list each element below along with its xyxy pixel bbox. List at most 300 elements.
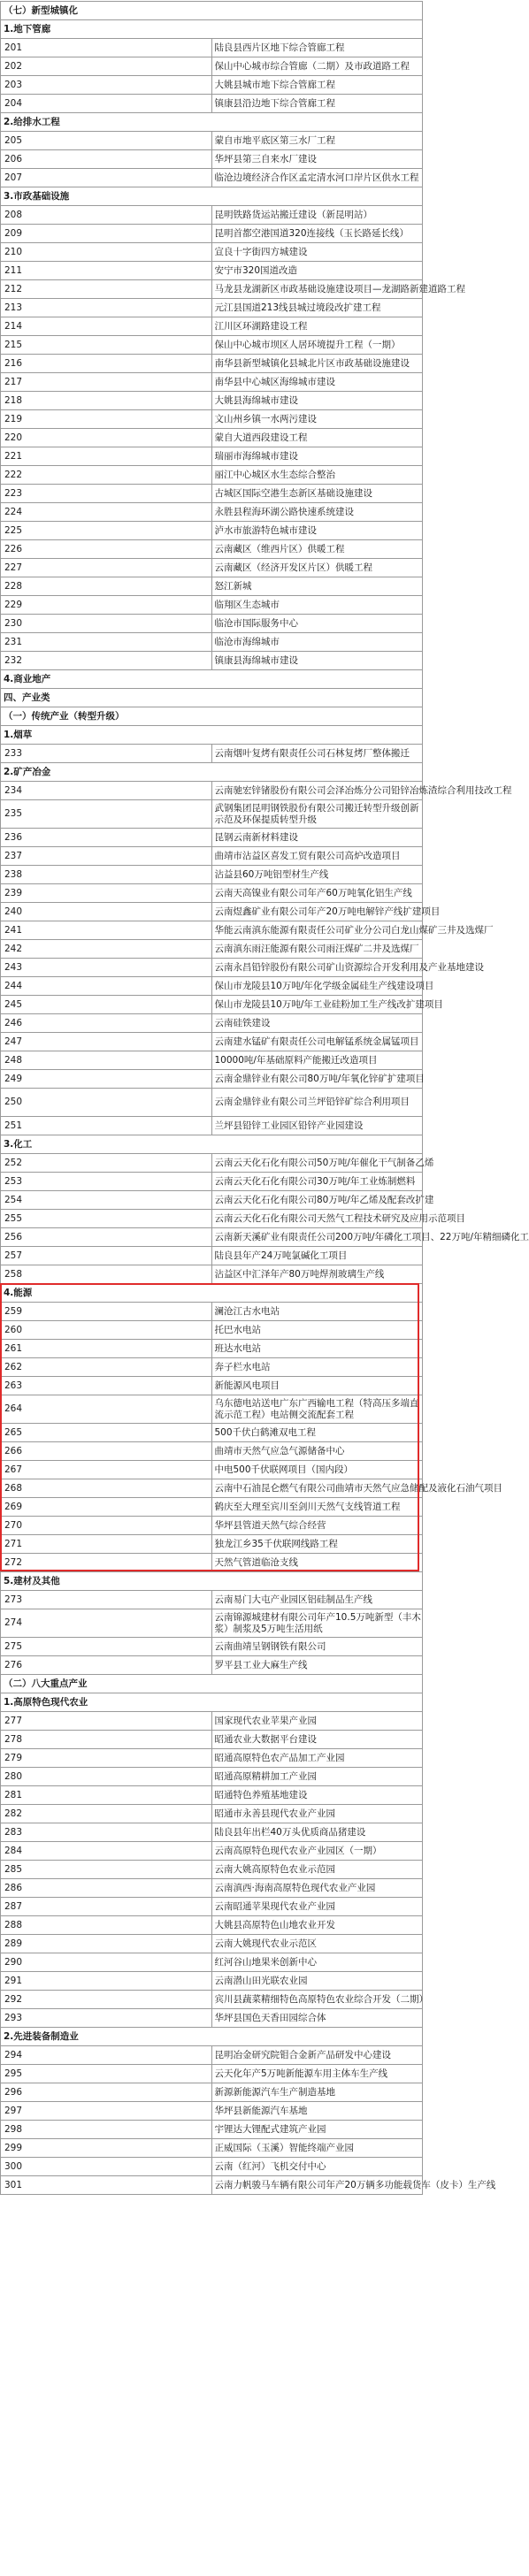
project-name: 云南云天化石化有限公司50万吨/年催化干气制备乙烯 — [211, 1154, 423, 1173]
row-number: 261 — [1, 1340, 212, 1358]
project-name: 10000吨/年基础原料产能搬迁改造项目 — [211, 1051, 423, 1070]
project-name: 古城区国际空港生态新区基础设施建设 — [211, 485, 423, 503]
table-row — [1, 1638, 423, 1656]
table-row — [1, 1591, 423, 1609]
project-name: 陆良县年产24万吨氯碱化工项目 — [211, 1247, 423, 1265]
project-name: 昭通市永善县现代农业产业园 — [211, 1805, 423, 1823]
table-row — [1, 1823, 423, 1842]
row-number: 273 — [1, 1591, 212, 1609]
table-row — [1, 615, 423, 633]
row-number: 249 — [1, 1070, 212, 1089]
row-number: 219 — [1, 410, 212, 429]
project-name: 马龙县龙湖新区市政基础设施建设项目—龙湖路新建道路工程 — [211, 280, 423, 299]
section-header-row — [1, 187, 423, 206]
table-row — [1, 410, 423, 429]
table-row — [1, 800, 423, 829]
project-name: 昆明铁路货运站搬迁建设（新昆明站） — [211, 206, 423, 225]
section-header-row — [1, 1135, 423, 1154]
row-number: 217 — [1, 373, 212, 392]
table-row — [1, 280, 423, 299]
row-number: 297 — [1, 2102, 212, 2121]
row-number: 280 — [1, 1768, 212, 1786]
project-name: 云南云天化石化有限公司80万吨/年乙烯及配套改扩建 — [211, 1191, 423, 1210]
row-number: 251 — [1, 1117, 212, 1135]
row-number: 247 — [1, 1033, 212, 1051]
table-row — [1, 1247, 423, 1265]
row-number: 283 — [1, 1823, 212, 1842]
table-row — [1, 169, 423, 187]
project-name: 宇锂达大锂配式建筑产业园 — [211, 2121, 423, 2139]
project-name: 武钢集团昆明钢铁股份有限公司搬迁转型升级创新示范及环保提质转型升级 — [211, 800, 423, 829]
section-header-row — [1, 113, 423, 132]
project-name: 云南力帆骏马车辆有限公司年产20万辆多功能载货车（皮卡）生产线 — [211, 2176, 423, 2195]
section-header: 1.地下管廊 — [1, 20, 423, 39]
table-row — [1, 1033, 423, 1051]
row-number: 218 — [1, 392, 212, 410]
row-number: 299 — [1, 2139, 212, 2158]
section-header-row — [1, 2, 423, 20]
row-number: 250 — [1, 1089, 212, 1117]
row-number: 282 — [1, 1805, 212, 1823]
section-header-row — [1, 670, 423, 689]
row-number: 205 — [1, 132, 212, 150]
project-name: 兰坪县铅锌工业园区铅锌产业园建设 — [211, 1117, 423, 1135]
section-header-row — [1, 1693, 423, 1712]
project-name: 保山市龙陵县10万吨/年工业硅粉加工生产线改扩建项目 — [211, 996, 423, 1014]
project-name: 宣良十字街四方城建设 — [211, 243, 423, 262]
table-row — [1, 39, 423, 57]
row-number: 288 — [1, 1916, 212, 1935]
row-number: 258 — [1, 1265, 212, 1284]
table-row — [1, 903, 423, 921]
project-name: 丽江中心城区水生态综合整治 — [211, 466, 423, 485]
project-name: 正威国际（玉溪）智能终端产业园 — [211, 2139, 423, 2158]
row-number: 270 — [1, 1517, 212, 1535]
project-name: 华坪县第三自来水厂建设 — [211, 150, 423, 169]
project-name: 南华县中心城区海绵城市建设 — [211, 373, 423, 392]
project-name: 临沧市海绵城市 — [211, 633, 423, 652]
section-header-row — [1, 20, 423, 39]
row-number: 215 — [1, 336, 212, 355]
row-number: 240 — [1, 903, 212, 921]
table-row — [1, 1991, 423, 2009]
project-name: 曲靖市天然气应急气源储备中心 — [211, 1442, 423, 1461]
row-number: 287 — [1, 1898, 212, 1916]
row-number: 239 — [1, 884, 212, 903]
project-name: 云南大姚现代农业示范区 — [211, 1935, 423, 1953]
table-row — [1, 2102, 423, 2121]
section-header: 四、产业类 — [1, 689, 423, 707]
project-name: 中电500千伏联网项目（国内段） — [211, 1461, 423, 1479]
row-number: 277 — [1, 1712, 212, 1731]
table-row — [1, 2046, 423, 2065]
table-row — [1, 1265, 423, 1284]
project-name: 鹤庆至大理至宾川至剑川天然气支线管道工程 — [211, 1498, 423, 1517]
project-name: 云南藏区（维西片区）供暖工程 — [211, 540, 423, 559]
project-name: 云南藏区（经济开发区片区）供暖工程 — [211, 559, 423, 577]
row-number: 296 — [1, 2083, 212, 2102]
table-row — [1, 1191, 423, 1210]
table-row — [1, 1051, 423, 1070]
project-name: 云南天高镍业有限公司年产60万吨氧化铝生产线 — [211, 884, 423, 903]
row-number: 264 — [1, 1395, 212, 1424]
table-row — [1, 2065, 423, 2083]
row-number: 225 — [1, 522, 212, 540]
table-row — [1, 1535, 423, 1554]
project-name: 澜沧江古水电站 — [211, 1303, 423, 1321]
project-name: 云南高原特色现代农业产业园区（一期） — [211, 1842, 423, 1861]
project-name: 云天化年产5万吨新能源车用主体车生产线 — [211, 2065, 423, 2083]
table-row — [1, 1479, 423, 1498]
project-name: 镇康县沿边地下综合管廊工程 — [211, 95, 423, 113]
table-row — [1, 1395, 423, 1424]
row-number: 224 — [1, 503, 212, 522]
row-number: 255 — [1, 1210, 212, 1228]
table-row — [1, 1358, 423, 1377]
project-name: 陆良县西片区地下综合管廊工程 — [211, 39, 423, 57]
project-name: 云南建水锰矿有限责任公司电解锰系统金属锰项目 — [211, 1033, 423, 1051]
project-name: 怒江新城 — [211, 577, 423, 596]
row-number: 289 — [1, 1935, 212, 1953]
row-number: 209 — [1, 225, 212, 243]
section-header: 2.给排水工程 — [1, 113, 423, 132]
table-row — [1, 1517, 423, 1535]
row-number: 279 — [1, 1749, 212, 1768]
row-number: 201 — [1, 39, 212, 57]
row-number: 252 — [1, 1154, 212, 1173]
table-row — [1, 485, 423, 503]
row-number: 276 — [1, 1656, 212, 1675]
table-row — [1, 1303, 423, 1321]
table-row — [1, 373, 423, 392]
project-name: 沾益区中汇泽年产80万吨焊剂玻璃生产线 — [211, 1265, 423, 1284]
row-number: 272 — [1, 1554, 212, 1572]
table-row — [1, 1972, 423, 1991]
table-row — [1, 1321, 423, 1340]
project-name: 保山中心城市综合管廊（二期）及市政道路工程 — [211, 57, 423, 76]
row-number: 213 — [1, 299, 212, 317]
project-name: 昭通农业大数据平台建设 — [211, 1731, 423, 1749]
table-row — [1, 1861, 423, 1879]
row-number: 243 — [1, 959, 212, 977]
project-name: 昭通高原精耕加工产业园 — [211, 1768, 423, 1786]
table-row — [1, 1089, 423, 1117]
section-header-row — [1, 1284, 423, 1303]
row-number: 202 — [1, 57, 212, 76]
row-number: 206 — [1, 150, 212, 169]
table-row — [1, 1953, 423, 1972]
project-name: 临沧市国际服务中心 — [211, 615, 423, 633]
table-row — [1, 940, 423, 959]
table-wrapper — [0, 1, 529, 2195]
row-number: 244 — [1, 977, 212, 996]
project-name: 临翔区生态城市 — [211, 596, 423, 615]
row-number: 268 — [1, 1479, 212, 1498]
section-header-row — [1, 707, 423, 726]
table-row — [1, 540, 423, 559]
table-row — [1, 1377, 423, 1395]
table-row — [1, 977, 423, 996]
project-name: 天然气管道临沧支线 — [211, 1554, 423, 1572]
table-row — [1, 884, 423, 903]
table-row — [1, 336, 423, 355]
project-name: 云南易门大屯产业园区铝硅制品生产线 — [211, 1591, 423, 1609]
row-number: 291 — [1, 1972, 212, 1991]
row-number: 295 — [1, 2065, 212, 2083]
project-name: 昆钢云南新材料建设 — [211, 829, 423, 847]
project-name: 大姚县城市地下综合管廊工程 — [211, 76, 423, 95]
section-header: 4.商业地产 — [1, 670, 423, 689]
section-header: 3.市政基础设施 — [1, 187, 423, 206]
table-row — [1, 1768, 423, 1786]
row-number: 269 — [1, 1498, 212, 1517]
table-row — [1, 262, 423, 280]
row-number: 254 — [1, 1191, 212, 1210]
table-row — [1, 2083, 423, 2102]
row-number: 284 — [1, 1842, 212, 1861]
project-name: 云南云天化石化有限公司30万吨/年工业炼制燃料 — [211, 1173, 423, 1191]
row-number: 271 — [1, 1535, 212, 1554]
table-row — [1, 522, 423, 540]
section-header: 2.先进装备制造业 — [1, 2028, 423, 2046]
project-name: 保山中心城市坝区人居环境提升工程（一期） — [211, 336, 423, 355]
project-name: 泸水市旅游特色城市建设 — [211, 522, 423, 540]
row-number: 204 — [1, 95, 212, 113]
row-number: 207 — [1, 169, 212, 187]
row-number: 237 — [1, 847, 212, 866]
row-number: 229 — [1, 596, 212, 615]
project-name: 镇康县海绵城市建设 — [211, 652, 423, 670]
table-row — [1, 95, 423, 113]
project-name: 奔子栏水电站 — [211, 1358, 423, 1377]
project-name: 华坪县管道天然气综合经营 — [211, 1517, 423, 1535]
table-row — [1, 57, 423, 76]
project-name: 国家现代农业苹果产业园 — [211, 1712, 423, 1731]
table-row — [1, 866, 423, 884]
table-row — [1, 959, 423, 977]
row-number: 263 — [1, 1377, 212, 1395]
row-number: 220 — [1, 429, 212, 447]
table-row — [1, 76, 423, 95]
table-row — [1, 1898, 423, 1916]
table-row — [1, 921, 423, 940]
row-number: 216 — [1, 355, 212, 373]
project-name: 托巴水电站 — [211, 1321, 423, 1340]
table-row — [1, 2139, 423, 2158]
row-number: 228 — [1, 577, 212, 596]
table-row — [1, 1117, 423, 1135]
row-number: 300 — [1, 2158, 212, 2176]
table-row — [1, 2121, 423, 2139]
table-row — [1, 1712, 423, 1731]
project-name: 永胜县程海环湖公路快速系统建设 — [211, 503, 423, 522]
project-name: 昭通特色养殖基地建设 — [211, 1786, 423, 1805]
project-name: 华坪县国色天香田园综合体 — [211, 2009, 423, 2028]
section-header-row — [1, 2028, 423, 2046]
project-name: 宾川县蔬菜精细特色高原特色农业综合开发（二期） — [211, 1991, 423, 2009]
table-row — [1, 1879, 423, 1898]
project-name: 云南煜鑫矿业有限公司年产20万吨电解锌产线扩建项目 — [211, 903, 423, 921]
project-name: 班达水电站 — [211, 1340, 423, 1358]
row-number: 293 — [1, 2009, 212, 2028]
project-name: 云南（红河）飞机交付中心 — [211, 2158, 423, 2176]
table-row — [1, 1935, 423, 1953]
row-number: 301 — [1, 2176, 212, 2195]
row-number: 222 — [1, 466, 212, 485]
project-name: 沾益县60万吨铝型材生产线 — [211, 866, 423, 884]
table-row — [1, 829, 423, 847]
row-number: 259 — [1, 1303, 212, 1321]
project-table — [0, 1, 529, 2195]
table-row — [1, 652, 423, 670]
table-row — [1, 1786, 423, 1805]
row-number: 278 — [1, 1731, 212, 1749]
table-row — [1, 996, 423, 1014]
table-row — [1, 503, 423, 522]
row-number: 226 — [1, 540, 212, 559]
table-row — [1, 1210, 423, 1228]
row-number: 212 — [1, 280, 212, 299]
table-row — [1, 1842, 423, 1861]
section-header: 2.矿产冶金 — [1, 763, 423, 782]
section-header: 5.建材及其他 — [1, 1572, 423, 1591]
table-row — [1, 429, 423, 447]
table-row — [1, 1498, 423, 1517]
row-number: 260 — [1, 1321, 212, 1340]
row-number: 203 — [1, 76, 212, 95]
row-number: 208 — [1, 206, 212, 225]
row-number: 298 — [1, 2121, 212, 2139]
project-name: 云南新天溪矿业有限责任公司200万吨/年磷化工项目、22万吨/年精细磷化工 — [211, 1228, 423, 1247]
project-name: 蒙自市地平底区第三水厂工程 — [211, 132, 423, 150]
row-number: 232 — [1, 652, 212, 670]
row-number: 210 — [1, 243, 212, 262]
row-number: 290 — [1, 1953, 212, 1972]
section-header: 1.烟草 — [1, 726, 423, 745]
row-number: 266 — [1, 1442, 212, 1461]
table-row — [1, 745, 423, 763]
table-row — [1, 633, 423, 652]
project-name: 新能源风电项目 — [211, 1377, 423, 1395]
project-name: 华能云南滇东能源有限责任公司矿业分公司白龙山煤矿三井及选煤厂 — [211, 921, 423, 940]
section-header: 1.高原特色现代农业 — [1, 1693, 423, 1712]
project-name: 云南云天化石化有限公司天然气工程技术研究及应用示范项目 — [211, 1210, 423, 1228]
table-row — [1, 1609, 423, 1638]
project-name: 云南潜山田光联农业园 — [211, 1972, 423, 1991]
table-row — [1, 150, 423, 169]
row-number: 223 — [1, 485, 212, 503]
row-number: 241 — [1, 921, 212, 940]
section-header-row — [1, 726, 423, 745]
table-row — [1, 577, 423, 596]
row-number: 236 — [1, 829, 212, 847]
section-header-row — [1, 763, 423, 782]
table-row — [1, 1154, 423, 1173]
section-header: （一）传统产业（转型升级） — [1, 707, 423, 726]
row-number: 211 — [1, 262, 212, 280]
row-number: 233 — [1, 745, 212, 763]
table-row — [1, 243, 423, 262]
row-number: 214 — [1, 317, 212, 336]
project-name: 云南驰宏锌锗股份有限公司会泽冶炼分公司铅锌冶炼渣综合利用技改工程 — [211, 782, 423, 800]
table-row — [1, 392, 423, 410]
project-name: 南华县新型城镇化县城北片区市政基础设施建设 — [211, 355, 423, 373]
row-number: 235 — [1, 800, 212, 829]
row-number: 246 — [1, 1014, 212, 1033]
table-row — [1, 1749, 423, 1768]
row-number: 221 — [1, 447, 212, 466]
table-row — [1, 206, 423, 225]
project-name: 500千伏白鹤滩双电工程 — [211, 1424, 423, 1442]
table-row — [1, 355, 423, 373]
row-number: 294 — [1, 2046, 212, 2065]
project-name: 罗平县工业大麻生产线 — [211, 1656, 423, 1675]
table-row — [1, 1070, 423, 1089]
row-number: 275 — [1, 1638, 212, 1656]
project-name: 云南曲靖呈钢钢铁有限公司 — [211, 1638, 423, 1656]
table-row — [1, 1554, 423, 1572]
row-number: 257 — [1, 1247, 212, 1265]
section-header: 4.能源 — [1, 1284, 423, 1303]
project-name: 江川区环湖路建设工程 — [211, 317, 423, 336]
project-name: 云南昭通苹果现代农业产业园 — [211, 1898, 423, 1916]
table-row — [1, 1014, 423, 1033]
table-row — [1, 1442, 423, 1461]
project-name: 昆明首都空港国道320连接线（玉长路延长线） — [211, 225, 423, 243]
project-name: 保山市龙陵县10万吨/年化学级金属硅生产线建设项目 — [211, 977, 423, 996]
row-number: 265 — [1, 1424, 212, 1442]
row-number: 292 — [1, 1991, 212, 2009]
project-name: 红河谷山地果米创新中心 — [211, 1953, 423, 1972]
project-name: 元江县国道213线县城过境段改扩建工程 — [211, 299, 423, 317]
table-row — [1, 2158, 423, 2176]
row-number: 285 — [1, 1861, 212, 1879]
project-name: 昭通高原特色农产品加工产业园 — [211, 1749, 423, 1768]
row-number: 286 — [1, 1879, 212, 1898]
project-name: 云南永昌铅锌股份有限公司矿山资源综合开发利用及产业基地建设 — [211, 959, 423, 977]
project-name: 云南中石油昆仑燃气有限公司曲靖市天然气应急储配及液化石油气项目 — [211, 1479, 423, 1498]
table-row — [1, 559, 423, 577]
table-row — [1, 317, 423, 336]
project-name: 临沧边境经济合作区孟定清水河口岸片区供水工程 — [211, 169, 423, 187]
project-name: 新源新能源汽车生产制造基地 — [211, 2083, 423, 2102]
project-name: 安宁市320国道改造 — [211, 262, 423, 280]
table-row — [1, 1805, 423, 1823]
project-name: 蒙自大道西段建设工程 — [211, 429, 423, 447]
table-row — [1, 1731, 423, 1749]
table-row — [1, 596, 423, 615]
row-number: 253 — [1, 1173, 212, 1191]
section-header: （二）八大重点产业 — [1, 1675, 423, 1693]
project-name: 大姚县海绵城市建设 — [211, 392, 423, 410]
project-name: 云南硅铁建设 — [211, 1014, 423, 1033]
project-name: 云南金鼎锌业有限公司80万吨/年氧化锌矿扩建项目 — [211, 1070, 423, 1089]
table-row — [1, 1656, 423, 1675]
section-header-row — [1, 689, 423, 707]
row-number: 248 — [1, 1051, 212, 1070]
row-number: 234 — [1, 782, 212, 800]
table-row — [1, 1916, 423, 1935]
row-number: 245 — [1, 996, 212, 1014]
table-row — [1, 782, 423, 800]
project-name: 云南大姚高原特色农业示范园 — [211, 1861, 423, 1879]
table-row — [1, 1461, 423, 1479]
project-name: 曲靖市沾益区喜发工贸有限公司高炉改造项目 — [211, 847, 423, 866]
row-number: 242 — [1, 940, 212, 959]
project-name: 独龙江乡35千伏联网线路工程 — [211, 1535, 423, 1554]
row-number: 274 — [1, 1609, 212, 1638]
project-name: 云南锦源城建材有限公司年产10.5万吨新型（丰木浆）制浆及5万吨生活用纸 — [211, 1609, 423, 1638]
